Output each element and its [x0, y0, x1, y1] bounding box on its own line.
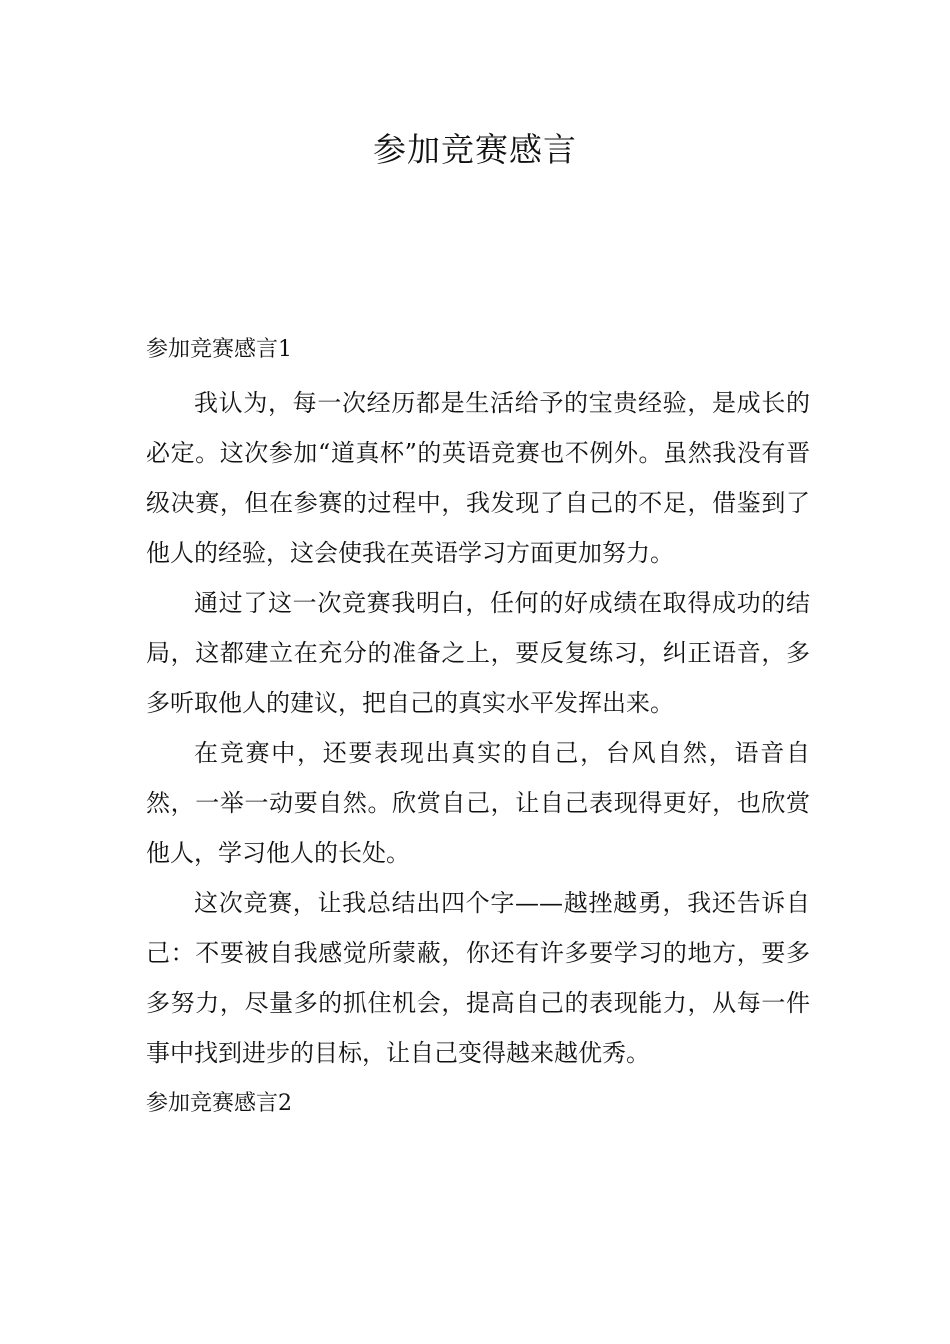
document-body [146, 330, 810, 1124]
section-heading-1: 参加竞赛感言1 [146, 337, 292, 362]
paragraph-3: 在竞赛中，还要表现出真实的自己，台风自然，语音自然，一举一动要自然。欣赏自己，让自己表现得更好，也欣赏他人，学习他人的长处。 [146, 739, 810, 867]
paragraph-2: 通过了这一次竞赛我明白，任何的好成绩在取得成功的结局，这都建立在充分的准备之上，要反复练习，纠正语音，多多听取他人的建议，把自己的真实水平发挥出来。 [146, 589, 810, 717]
page-title: 参加竞赛感言 [373, 130, 577, 169]
paragraph-1: 我认为，每一次经历都是生活给予的宝贵经验，是成长的必定。这次参加“道真杯”的英语竞赛也不例外。虽然我没有晋级决赛，但在参赛的过程中，我发现了自己的不足，借鉴到了他人的经验，这会使我在英语学习方面更加努力。 [146, 389, 810, 567]
paragraph-4: 这次竞赛，让我总结出四个字——越挫越勇，我还告诉自己：不要被自我感觉所蒙蔽，你还有许多要学习的地方，要多多努力，尽量多的抓住机会，提高自己的表现能力，从每一件事中找到进步的目标，让自己变得越来越优秀。 [146, 889, 810, 1067]
section-heading-2: 参加竞赛感言2 [146, 1091, 292, 1116]
